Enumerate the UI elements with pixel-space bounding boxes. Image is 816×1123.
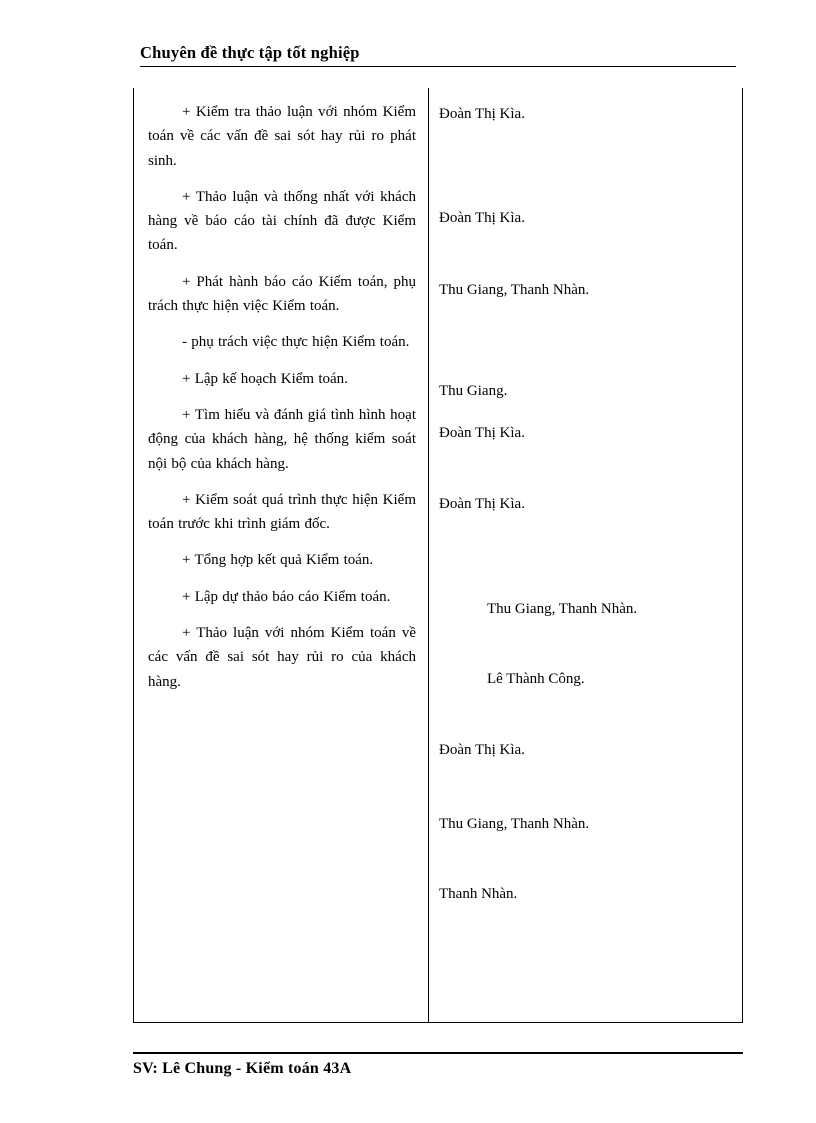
task-paragraph: + Kiểm tra thảo luận với nhóm Kiểm toán về các vấn đề sai sót hay rủi ro phát sinh.	[148, 104, 416, 169]
table-column-persons	[429, 88, 742, 1022]
responsibilities-table	[133, 88, 743, 1023]
task-paragraph: + Tìm hiểu và đánh giá tình hình hoạt động của khách hàng, hệ thống kiểm soát nội bộ của khách hàng.	[148, 406, 416, 472]
person-name: Thanh Nhàn.	[439, 886, 518, 902]
person-name: Đoàn Thị Kìa.	[439, 742, 525, 758]
table-column-tasks	[134, 88, 429, 1022]
task-paragraph: + Lập dự thảo báo cáo Kiểm toán.	[182, 588, 391, 605]
person-name: Đoàn Thị Kìa.	[439, 106, 525, 122]
person-name: Thu Giang, Thanh Nhàn.	[439, 282, 590, 298]
document-footer	[133, 1052, 743, 1078]
task-paragraph: + Lập kế hoạch Kiểm toán.	[182, 370, 348, 387]
task-paragraph: + Tổng hợp kết quả Kiểm toán.	[182, 552, 374, 569]
task-paragraph: + Kiểm soát quá trình thực hiện Kiểm toán trước khi trình giám đốc.	[148, 491, 416, 533]
task-paragraph: - phụ trách việc thực hiện Kiểm toán.	[182, 334, 410, 351]
task-paragraph: + Thảo luận và thống nhất với khách hàng về báo cáo tài chính đã được Kiểm toán.	[148, 188, 416, 254]
task-paragraph: + Phát hành báo cáo Kiểm toán, phụ trách thực hiện việc Kiểm toán.	[148, 273, 416, 315]
person-name: Đoàn Thị Kìa.	[439, 425, 525, 441]
person-name: Thu Giang, Thanh Nhàn.	[439, 816, 590, 832]
person-name: Đoàn Thị Kìa.	[439, 496, 525, 512]
header-title: Chuyên đề thực tập tốt nghiệp	[140, 43, 360, 62]
person-name: Đoàn Thị Kìa.	[439, 210, 525, 226]
person-name: Lê Thành Công.	[487, 671, 585, 687]
person-name: Thu Giang.	[439, 383, 508, 399]
footer-divider	[133, 1052, 743, 1054]
header-divider	[140, 66, 736, 67]
footer-text: SV: Lê Chung - Kiểm toán 43A	[133, 1060, 352, 1077]
person-name: Thu Giang, Thanh Nhàn.	[487, 601, 638, 617]
document-header	[140, 44, 736, 67]
task-paragraph: + Thảo luận với nhóm Kiểm toán về các vấn đề sai sót hay rủi ro của khách hàng.	[148, 625, 416, 690]
task-list	[134, 100, 428, 694]
